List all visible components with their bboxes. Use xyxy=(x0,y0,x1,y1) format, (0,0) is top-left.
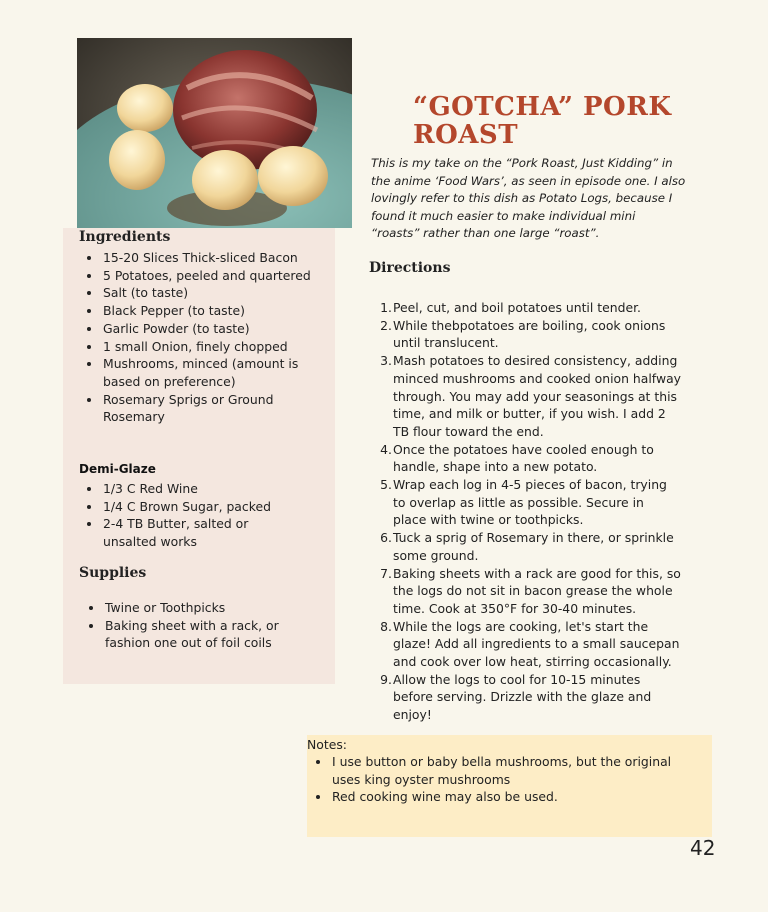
ingredient-item: Mushrooms, minced (amount is based on preference) xyxy=(79,355,319,390)
step-number: 9. xyxy=(380,671,392,687)
step-text: Allow the logs to cool for 10-15 minutes before serving. Drizzle with the glaze and enjoy! xyxy=(393,671,652,723)
step-text: Once the potatoes have cooled enough to handle, shape into a new potato. xyxy=(393,441,654,475)
dish-photo-drawing xyxy=(77,38,352,228)
step-number: 4. xyxy=(380,441,392,457)
dish-photo xyxy=(77,38,352,228)
directions-heading: Directions xyxy=(369,260,451,276)
direction-step xyxy=(371,618,681,671)
step-number: 2. xyxy=(380,317,392,333)
step-text: Tuck a sprig of Rosemary in there, or sprinkle some ground. xyxy=(393,530,674,563)
ingredient-item: 1 small Onion, finely chopped xyxy=(79,338,319,356)
direction-step xyxy=(371,476,681,529)
demi-glaze-item: 1/3 C Red Wine xyxy=(79,480,279,498)
step-text: While the logs are cooking, let's start the glaze! Add all ingredients to a small saucepan and cook over low heat, stirring occasionally. xyxy=(393,618,680,670)
ingredient-item: 5 Potatoes, peeled and quartered xyxy=(79,267,319,285)
direction-step xyxy=(371,671,681,724)
note-item: Red cooking wine may also be used. xyxy=(308,788,698,806)
direction-step xyxy=(371,299,681,317)
step-number: 7. xyxy=(380,565,392,581)
notes-list xyxy=(308,753,698,806)
demi-glaze-list xyxy=(79,480,279,551)
demi-glaze-item: 1/4 C Brown Sugar, packed xyxy=(79,498,279,516)
step-number: 8. xyxy=(380,618,392,634)
ingredient-item: 15-20 Slices Thick-sliced Bacon xyxy=(79,249,319,267)
demi-glaze-item: 2-4 TB Butter, salted or unsalted works xyxy=(79,515,279,550)
step-text: Wrap each log in 4-5 pieces of bacon, trying to overlap as little as possible. Secure in place with twine or toothpicks. xyxy=(393,477,667,528)
step-number: 1. xyxy=(380,300,392,315)
supplies-list xyxy=(81,599,296,652)
step-text: While thebpotatoes are boiling, cook onions until translucent. xyxy=(393,317,666,351)
ingredient-item: Salt (to taste) xyxy=(79,284,319,302)
direction-step xyxy=(371,565,681,618)
directions-list xyxy=(371,299,681,724)
note-item: I use button or baby bella mushrooms, but the original uses king oyster mushrooms xyxy=(308,753,698,788)
notes-label: Notes: xyxy=(307,737,347,752)
step-text: Mash potatoes to desired consistency, adding minced mushrooms and cooked onion halfway through. You may add your seasonings at this time, and milk or butter, if you wish. I add 2 TB flour toward the end. xyxy=(393,353,682,439)
ingredients-heading: Ingredients xyxy=(79,229,171,245)
ingredients-list xyxy=(79,249,319,426)
demi-glaze-heading: Demi-Glaze xyxy=(79,462,156,476)
step-number: 3. xyxy=(380,353,392,369)
ingredient-item: Black Pepper (to taste) xyxy=(79,302,319,320)
supply-item: Twine or Toothpicks xyxy=(81,599,296,617)
recipe-title: “GOTCHA” PORK ROAST xyxy=(413,92,672,150)
page-number: 42 xyxy=(690,836,716,860)
step-text: Peel, cut, and boil potatoes until tender. xyxy=(393,300,641,315)
direction-step xyxy=(371,352,681,441)
direction-step xyxy=(371,529,681,564)
direction-step xyxy=(371,441,681,476)
step-text: Baking sheets with a rack are good for this, so the logs do not sit in bacon grease the whole time. Cook at 350°F for 30-40 minutes. xyxy=(393,565,681,616)
ingredient-item: Garlic Powder (to taste) xyxy=(79,320,319,338)
ingredient-item: Rosemary Sprigs or Ground Rosemary xyxy=(79,391,319,426)
direction-step xyxy=(371,317,681,352)
supplies-heading: Supplies xyxy=(79,565,147,581)
step-number: 5. xyxy=(380,477,392,493)
recipe-intro: This is my take on the “Pork Roast, Just Kidding” in the anime ‘Food Wars’, as seen in episode one. I also lovingly refer to this dish as Potato Logs, because I found it much easier to make individual mini “roasts” rather than one large “roast”. xyxy=(371,156,686,241)
step-number: 6. xyxy=(380,530,392,546)
supply-item: Baking sheet with a rack, or fashion one out of foil coils xyxy=(81,617,296,652)
